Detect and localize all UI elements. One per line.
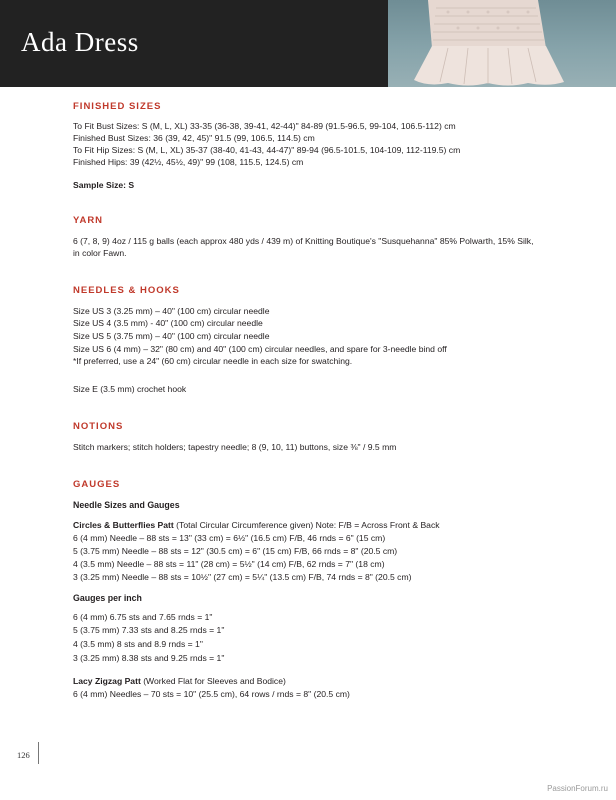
section-heading-yarn: YARN [73,215,104,226]
section-heading-finished-sizes: FINISHED SIZES [73,101,162,112]
size-line: Finished Bust Sizes: 36 (39, 42, 45)" 91.5 (99, 106.5, 114.5) cm [73,133,315,143]
per-inch-line: 6 (4 mm) 6.75 sts and 7.65 rnds = 1" [73,612,213,622]
footer-divider [38,742,39,764]
gauge-line: 4 (3.5 mm) Needle – 88 sts = 11" (28 cm) = 5½" (14 cm) F/B, 62 rnds = 7" (18 cm) [73,559,385,569]
section-heading-needles: NEEDLES & HOOKS [73,285,180,296]
size-line: To Fit Bust Sizes: S (M, L, XL) 33-35 (36-38, 39-41, 42-44)" 84-89 (91.5-96.5, 99-104, 106.5-112) cm [73,121,456,131]
yarn-line: in color Fawn. [73,248,127,258]
section-heading-notions: NOTIONS [73,421,124,432]
gauge-line: 6 (4 mm) Needle – 88 sts = 13" (33 cm) = 6½" (16.5 cm) F/B, 46 rnds = 6" (15 cm) [73,533,386,543]
page-number: 126 [17,750,30,760]
needle-line: Size US 6 (4 mm) – 32" (80 cm) and 40" (100 cm) circular needles, and spare for 3-needle bind off [73,344,447,354]
needle-note: *If preferred, use a 24" (60 cm) circular needle in each size for swatching. [73,356,353,366]
needle-line: Size US 4 (3.5 mm) - 40" (100 cm) circular needle [73,318,263,328]
section-heading-gauges: GAUGES [73,479,121,490]
per-inch-line: 3 (3.25 mm) 8.38 sts and 9.25 rnds = 1" [73,653,225,663]
circles-patt-note: (Total Circular Circumference given) Note: F/B = Across Front & Back [173,520,440,530]
gauges-subheading: Needle Sizes and Gauges [73,500,180,510]
lacy-patt-note: (Worked Flat for Sleeves and Bodice) [140,676,286,686]
needle-line: Size US 3 (3.25 mm) – 40" (100 cm) circular needle [73,306,270,316]
lacy-patt-heading [73,676,286,687]
lacy-gauge-line: 6 (4 mm) Needles – 70 sts = 10" (25.5 cm), 64 rows / rnds = 8" (20.5 cm) [73,689,350,699]
gauge-line: 5 (3.75 mm) Needle – 88 sts = 12" (30.5 cm) = 6" (15 cm) F/B, 66 rnds = 8" (20.5 cm) [73,546,398,556]
gauge-line: 3 (3.25 mm) Needle – 88 sts = 10½" (27 cm) = 5¼" (13.5 cm) F/B, 74 rnds = 8" (20.5 cm) [73,572,412,582]
gauges-per-inch-heading: Gauges per inch [73,593,142,603]
lacy-patt-title: Lacy Zigzag Patt [73,676,141,686]
page-title: Ada Dress [21,27,139,57]
size-line: Finished Hips: 39 (42½, 45½, 49)" 99 (108, 115.5, 124.5) cm [73,157,304,167]
crochet-hook-line: Size E (3.5 mm) crochet hook [73,384,187,394]
watermark: PassionForum.ru [547,784,608,793]
dress-photo [388,0,616,87]
size-line: To Fit Hip Sizes: S (M, L, XL) 35-37 (38-40, 41-43, 44-47)" 89-94 (96.5-101.5, 104-109, 112-119.5) cm [73,145,461,155]
yarn-line: 6 (7, 8, 9) 4oz / 115 g balls (each approx 480 yds / 439 m) of Knitting Boutique's "Susquehanna" 85% Polwarth, 15% Silk, [73,236,534,246]
circles-patt-heading [73,520,440,531]
needle-line: Size US 5 (3.75 mm) – 40" (100 cm) circular needle [73,331,270,341]
sample-size: Sample Size: S [73,180,135,190]
per-inch-line: 4 (3.5 mm) 8 sts and 8.9 rnds = 1" [73,639,203,649]
notions-line: Stitch markers; stitch holders; tapestry needle; 8 (9, 10, 11) buttons, size ⅜" / 9.5 mm [73,442,397,452]
per-inch-line: 5 (3.75 mm) 7.33 sts and 8.25 rnds = 1" [73,625,225,635]
circles-patt-title: Circles & Butterflies Patt [73,520,174,530]
